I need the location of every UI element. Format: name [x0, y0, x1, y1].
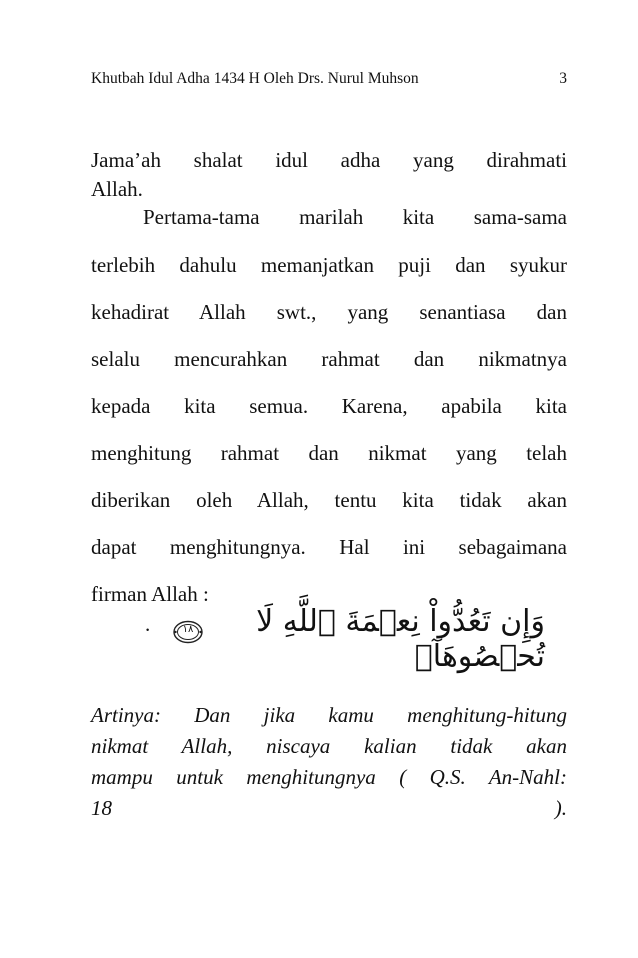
- paragraph-line-1: Pertama-tama marilah kita sama-sama: [143, 205, 567, 229]
- paragraph-line-6: menghitung rahmat dan nikmat yang telah: [91, 441, 567, 465]
- paragraph-line-9: firman Allah :: [91, 582, 209, 606]
- paragraph-line-4: selalu mencurahkan rahmat dan nikmatnya: [91, 347, 567, 371]
- translation-line-3: mampu untuk menghitungnya ( Q.S. An-Nahl:: [91, 765, 567, 789]
- paragraph-line-2: terlebih dahulu memanjatkan puji dan syukur: [91, 253, 567, 277]
- translation-line-4: 18 ).: [91, 796, 567, 820]
- paragraph-line-7: diberikan oleh Allah, tentu kita tidak akan: [91, 488, 567, 512]
- arabic-verse-text: وَإِن تَعُدُّواْ نِعۡمَةَ ٱللَّهِ لَا تُحۡصُوهَآۗ: [256, 604, 545, 674]
- verse-period: .: [145, 612, 151, 636]
- page-number: 3: [559, 70, 567, 87]
- page-header: [91, 70, 567, 88]
- header-title: Khutbah Idul Adha 1434 H Oleh Drs. Nurul Muhson: [91, 70, 419, 87]
- paragraph-line-8: dapat menghitungnya. Hal ini sebagaimana: [91, 535, 567, 559]
- paragraph-line-3: kehadirat Allah swt., yang senantiasa dan: [91, 300, 567, 324]
- greeting-line-1: Jama’ah shalat idul adha yang dirahmati: [91, 148, 567, 172]
- quran-verse: [145, 604, 545, 674]
- translation-line-2: nikmat Allah, niscaya kalian tidak akan: [91, 734, 567, 758]
- ayah-number: ١٨: [182, 624, 194, 635]
- greeting-line-2: Allah.: [91, 177, 143, 201]
- translation-line-1: Artinya: Dan jika kamu menghitung-hitung: [91, 703, 567, 727]
- paragraph-line-5: kepada kita semua. Karena, apabila kita: [91, 394, 567, 418]
